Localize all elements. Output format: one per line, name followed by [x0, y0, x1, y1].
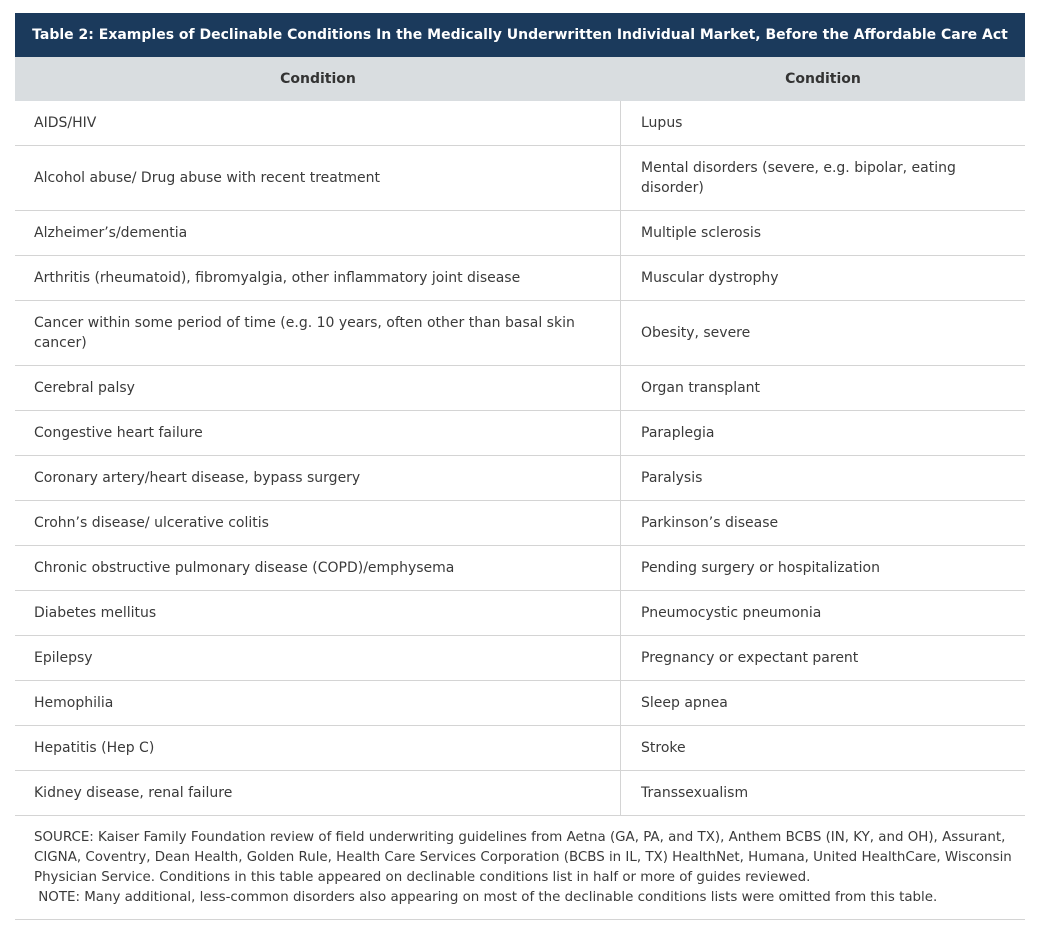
- condition-cell-right: Pending surgery or hospitalization: [641, 560, 880, 576]
- condition-cell-right: Pregnancy or expectant parent: [641, 650, 859, 666]
- table-header-row: [15, 57, 1025, 101]
- source-text: SOURCE: Kaiser Family Foundation review of field underwriting guidelines from Aetna (GA, PA, and TX), Anthem BCBS (IN, KY, and OH), Assurant, CIGNA, Coventry, Dean Health, Golden Rule, Health Care Services Corporation (BCBS in IL, TX) HealthNet, Humana, United HealthCare, Wisconsin Physician Service. Conditions in this table appeared on declinable conditions list in half or more of guides reviewed.: [34, 830, 1012, 885]
- table-row: [15, 411, 1025, 456]
- table-row: [15, 146, 1025, 211]
- table-row: [15, 726, 1025, 771]
- condition-cell-right: Pneumocystic pneumonia: [641, 605, 822, 621]
- condition-cell-left: Crohn’s disease/ ulcerative colitis: [15, 501, 621, 545]
- column-header-left: Condition: [280, 71, 356, 87]
- condition-cell-right: Lupus: [641, 115, 683, 131]
- condition-cell-left: Cancer within some period of time (e.g. 10 years, often other than basal skin cancer): [15, 301, 621, 365]
- condition-cell-left: Hepatitis (Hep C): [15, 726, 621, 770]
- condition-cell-left: Kidney disease, renal failure: [15, 771, 621, 815]
- table-row: [15, 256, 1025, 301]
- table-row: [15, 101, 1025, 146]
- condition-cell-left: AIDS/HIV: [15, 101, 621, 145]
- condition-cell-left: Alzheimer’s/dementia: [15, 211, 621, 255]
- condition-cell-right: Obesity, severe: [641, 325, 751, 341]
- condition-cell-right: Muscular dystrophy: [641, 270, 779, 286]
- condition-cell-left: Cerebral palsy: [15, 366, 621, 410]
- condition-cell-left: Congestive heart failure: [15, 411, 621, 455]
- condition-cell-right: Organ transplant: [641, 380, 761, 396]
- declinable-conditions-table: [15, 13, 1025, 920]
- condition-cell-left: Arthritis (rheumatoid), fibromyalgia, other inflammatory joint disease: [15, 256, 621, 300]
- condition-cell-left: Coronary artery/heart disease, bypass surgery: [15, 456, 621, 500]
- condition-cell-right: Stroke: [641, 740, 686, 756]
- table-row: [15, 456, 1025, 501]
- table-row: [15, 591, 1025, 636]
- note-text: NOTE: Many additional, less-common disorders also appearing on most of the declinable conditions lists were omitted from this table.: [34, 890, 938, 905]
- condition-cell-right: Sleep apnea: [641, 695, 728, 711]
- table-row: [15, 366, 1025, 411]
- condition-cell-right: Parkinson’s disease: [641, 515, 779, 531]
- condition-cell-right: Multiple sclerosis: [641, 225, 762, 241]
- table-row: [15, 501, 1025, 546]
- condition-cell-left: Alcohol abuse/ Drug abuse with recent treatment: [15, 146, 621, 210]
- condition-cell-right: Transsexualism: [641, 785, 749, 801]
- condition-cell-right: Mental disorders (severe, e.g. bipolar, eating disorder): [641, 160, 956, 196]
- table-row: [15, 681, 1025, 726]
- table-row: [15, 301, 1025, 366]
- condition-cell-right: Paraplegia: [641, 425, 715, 441]
- column-header-right: Condition: [785, 71, 861, 87]
- table-title: Table 2: Examples of Declinable Conditions In the Medically Underwritten Individual Market, Before the Affordable Care Act: [15, 13, 1025, 57]
- condition-cell-left: Diabetes mellitus: [15, 591, 621, 635]
- condition-cell-left: Epilepsy: [15, 636, 621, 680]
- condition-cell-left: Chronic obstructive pulmonary disease (COPD)/emphysema: [15, 546, 621, 590]
- table-row: [15, 546, 1025, 591]
- table-row: [15, 636, 1025, 681]
- condition-cell-right: Paralysis: [641, 470, 703, 486]
- table-row: [15, 211, 1025, 256]
- table-row: [15, 771, 1025, 816]
- condition-cell-left: Hemophilia: [15, 681, 621, 725]
- source-note: [15, 816, 1025, 920]
